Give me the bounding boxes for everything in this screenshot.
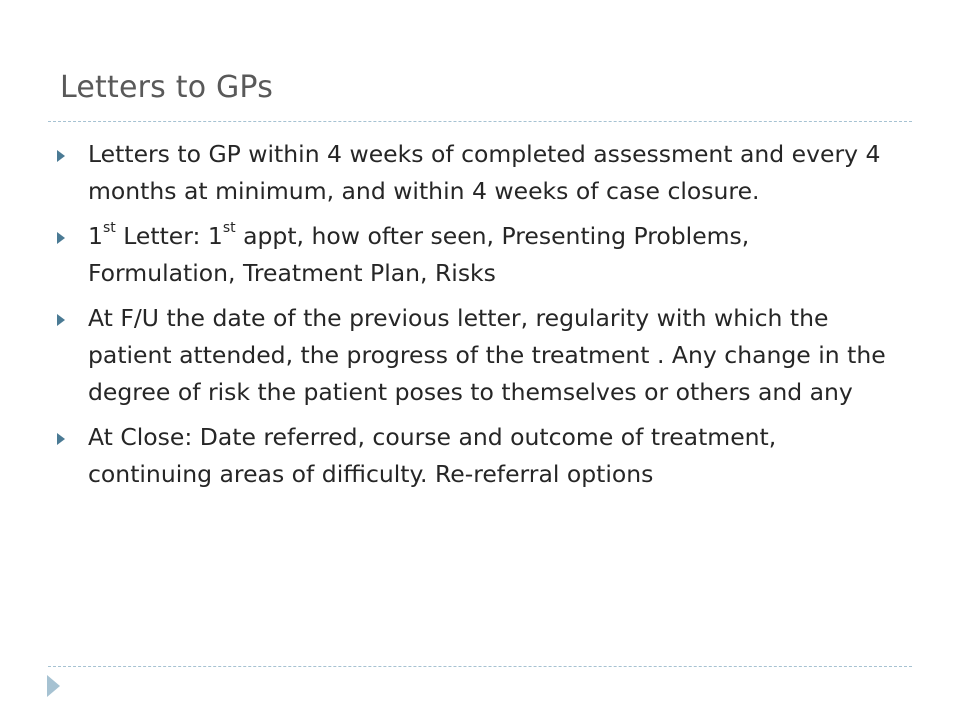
triangle-bullet-icon <box>57 314 65 326</box>
title-divider <box>48 121 912 122</box>
slide-title: Letters to GPs <box>60 70 274 105</box>
bullet-item <box>50 419 890 493</box>
bullet-item <box>50 218 890 292</box>
bullet-text-part: Letter: 1 <box>115 222 223 250</box>
triangle-bullet-icon <box>57 150 65 162</box>
bullet-item <box>50 300 890 411</box>
triangle-bullet-icon <box>57 433 65 445</box>
bullet-text: At Close: Date referred, course and outcome of treatment, continuing areas of difficulty. Re-referral options <box>88 423 777 488</box>
bullet-item <box>50 136 890 210</box>
bullet-text: Letters to GP within 4 weeks of completed assessment and every 4 months at minimum, and within 4 weeks of case closure. <box>88 140 881 205</box>
superscript-text: st <box>222 220 236 237</box>
superscript-text: st <box>102 220 116 237</box>
bullet-list <box>50 136 890 501</box>
triangle-arrow-icon <box>47 675 60 697</box>
bullet-text-part: 1 <box>88 222 103 250</box>
bullet-text-part: appt, how ofter seen, Presenting Problems, Formulation, Treatment Plan, Risks <box>88 222 750 287</box>
triangle-bullet-icon <box>57 232 65 244</box>
bullet-text: At F/U the date of the previous letter, regularity with which the patient attended, the progress of the treatment . Any change in the degree of risk the patient poses to themselves or others and any <box>88 304 886 406</box>
footer-divider <box>48 666 912 667</box>
